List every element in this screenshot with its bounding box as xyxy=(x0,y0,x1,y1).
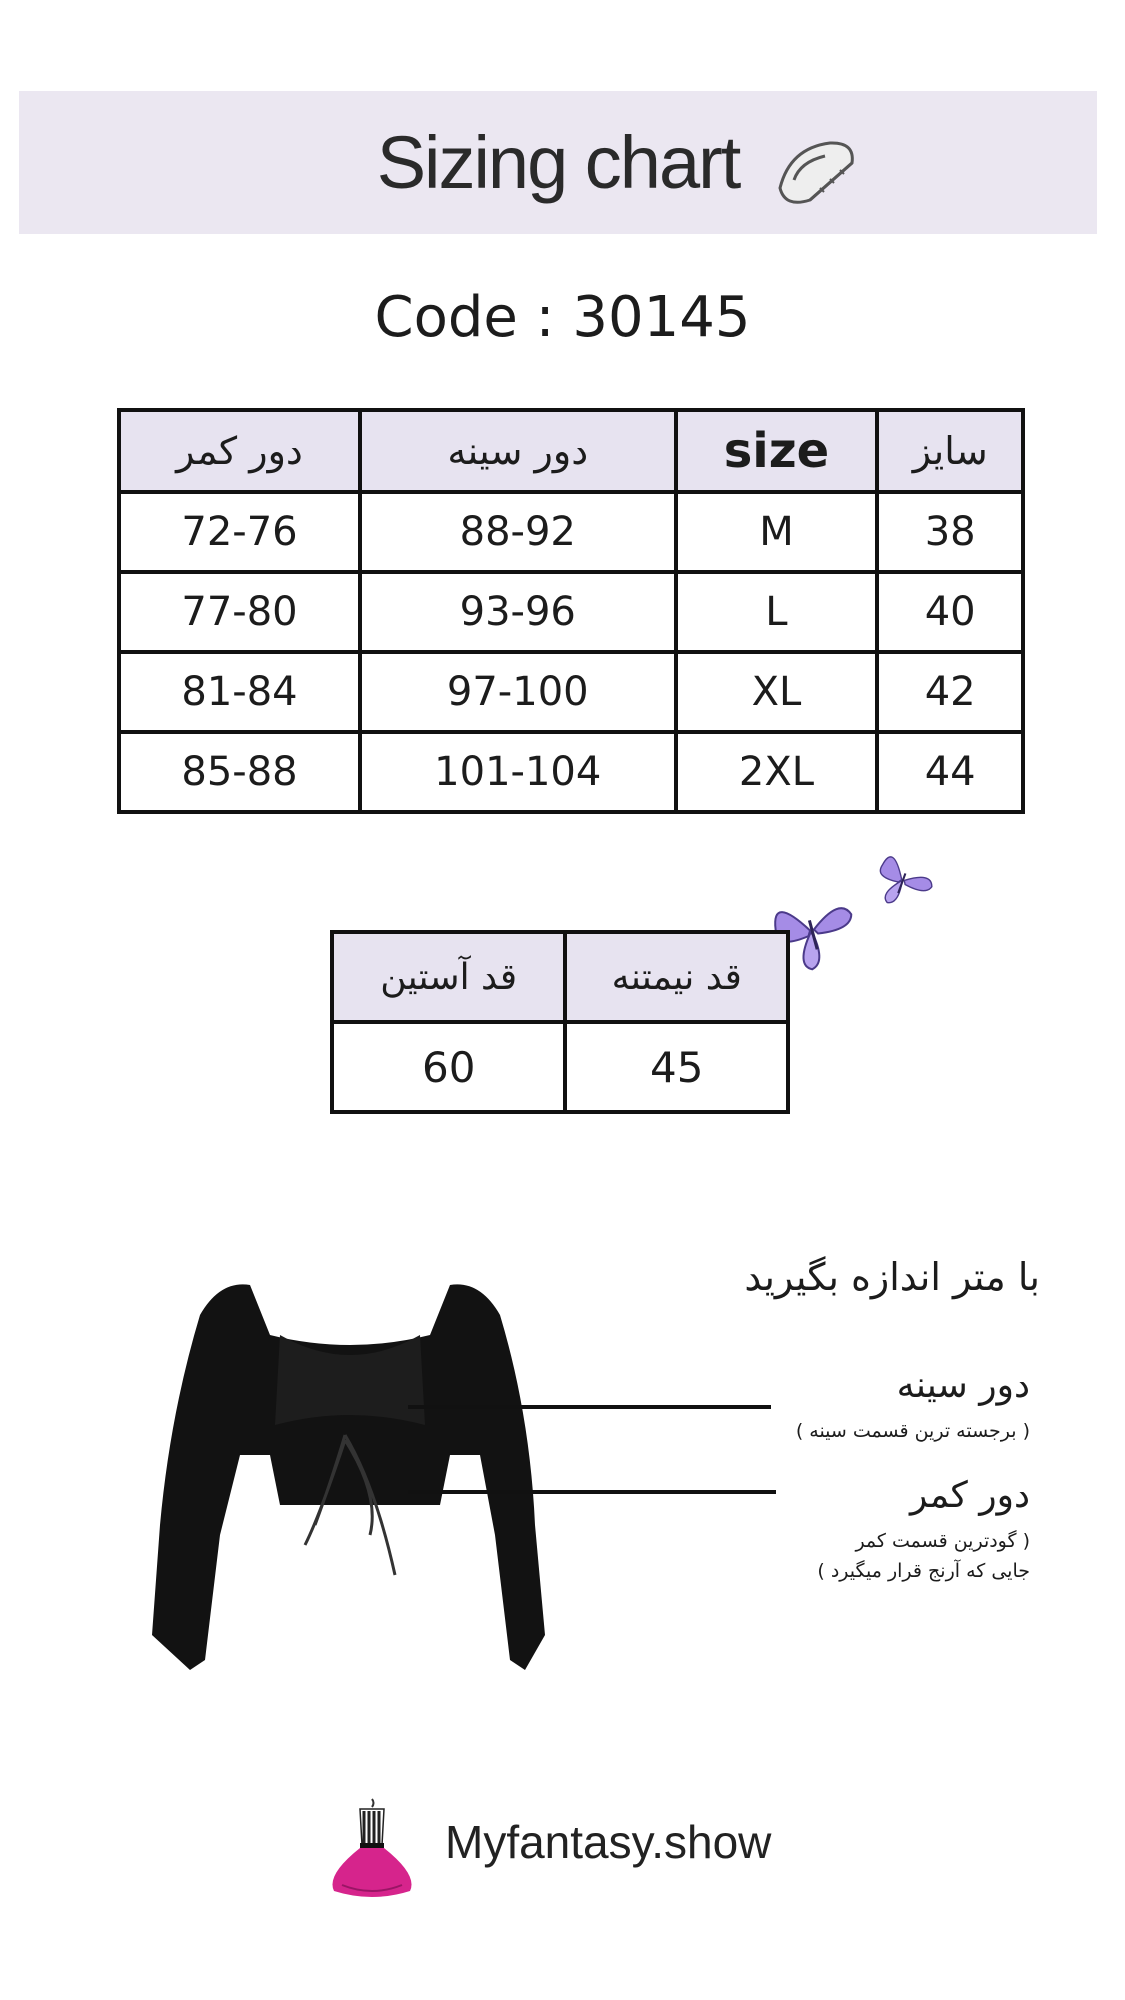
dress-icon xyxy=(322,1795,422,1905)
waist-note-2: جایی که آرنج قرار میگیرد ) xyxy=(817,1560,1030,1582)
measuring-tape-icon xyxy=(770,128,860,213)
cell-waist: 77-80 xyxy=(119,572,360,652)
cell-size-fa: 40 xyxy=(877,572,1023,652)
cell-size-fa: 42 xyxy=(877,652,1023,732)
cell-size-fa: 38 xyxy=(877,492,1023,572)
header-top-length: قد نیمتنه xyxy=(565,932,788,1022)
length-table xyxy=(330,930,790,1114)
table-row xyxy=(332,1022,788,1112)
header-band xyxy=(19,91,1097,234)
cell-sleeve-length: 60 xyxy=(332,1022,565,1112)
chest-note: ( برجسته ترین قسمت سینه ) xyxy=(795,1420,1030,1442)
page-title: Sizing chart xyxy=(376,121,740,204)
cell-size: M xyxy=(676,492,878,572)
cell-size: 2XL xyxy=(676,732,878,812)
cell-chest: 93-96 xyxy=(360,572,676,652)
cell-waist: 85-88 xyxy=(119,732,360,812)
waist-label: دور کمر xyxy=(909,1475,1030,1516)
cell-chest: 97-100 xyxy=(360,652,676,732)
header-size: size xyxy=(676,410,878,492)
table-row xyxy=(119,652,1023,732)
table-header-row xyxy=(119,410,1023,492)
cell-waist: 81-84 xyxy=(119,652,360,732)
cell-size: L xyxy=(676,572,878,652)
chest-label: دور سینه xyxy=(896,1365,1030,1406)
cell-waist: 72-76 xyxy=(119,492,360,572)
waist-pointer-line xyxy=(408,1490,776,1494)
cell-size-fa: 44 xyxy=(877,732,1023,812)
table-row xyxy=(119,492,1023,572)
cell-top-length: 45 xyxy=(565,1022,788,1112)
measure-instruction-title: با متر اندازه بگیرید xyxy=(744,1255,1040,1299)
cell-size: XL xyxy=(676,652,878,732)
header-size-fa: سایز xyxy=(877,410,1023,492)
table-row xyxy=(119,572,1023,652)
butterfly-icon xyxy=(868,845,938,915)
table-header-row xyxy=(332,932,788,1022)
cell-chest: 88-92 xyxy=(360,492,676,572)
size-table xyxy=(117,408,1025,814)
brand-name: Myfantasy.show xyxy=(445,1816,772,1868)
chest-pointer-line xyxy=(408,1405,771,1409)
waist-note-1: ( گودترین قسمت کمر xyxy=(855,1530,1030,1552)
table-row xyxy=(119,732,1023,812)
header-sleeve-length: قد آستین xyxy=(332,932,565,1022)
product-code: Code : 30145 xyxy=(374,285,751,350)
header-waist: دور کمر xyxy=(119,410,360,492)
garment-illustration xyxy=(140,1275,560,1695)
cell-chest: 101-104 xyxy=(360,732,676,812)
header-chest: دور سینه xyxy=(360,410,676,492)
